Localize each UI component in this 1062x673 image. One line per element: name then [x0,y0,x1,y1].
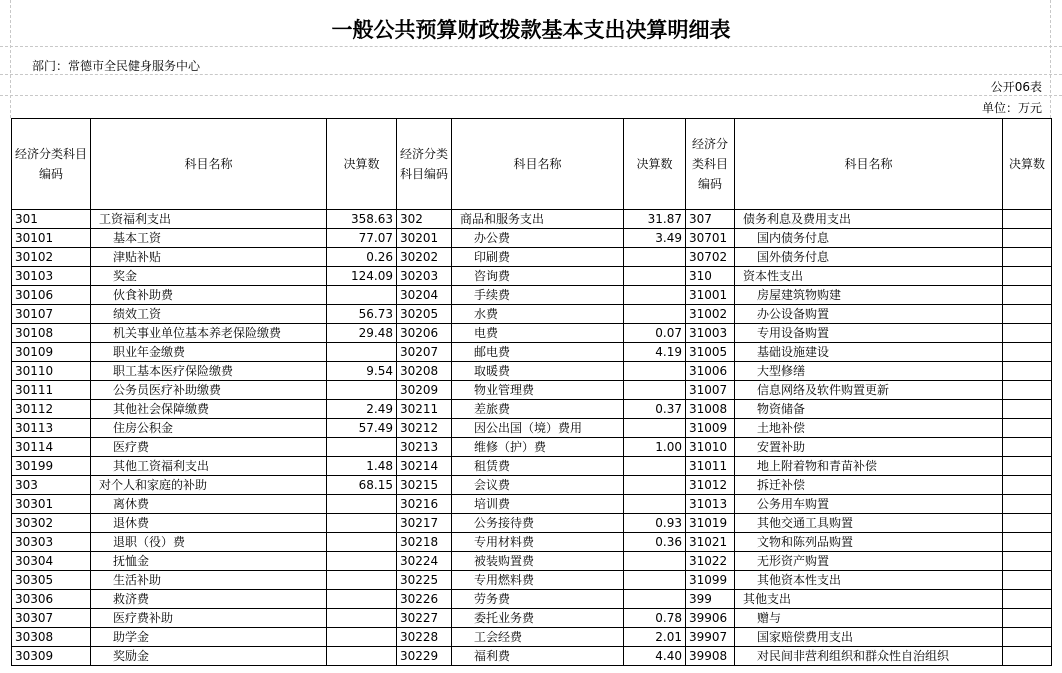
cell-name: 助学金 [91,628,327,647]
cell-name: 办公设备购置 [735,305,1003,324]
cell-name: 赠与 [735,609,1003,628]
cell-amount [1003,571,1052,590]
cell-code: 30109 [12,343,91,362]
cell-name: 退职（役）费 [91,533,327,552]
cell-amount [1003,381,1052,400]
cell-code: 30204 [397,286,452,305]
cell-name: 生活补助 [91,571,327,590]
cell-amount: 0.93 [624,514,686,533]
cell-code: 30211 [397,400,452,419]
cell-name: 奖励金 [91,647,327,666]
cell-amount: 1.00 [624,438,686,457]
cell-name: 离休费 [91,495,327,514]
cell-name: 伙食补助费 [91,286,327,305]
cell-code: 310 [686,267,735,286]
cell-name: 基本工资 [91,229,327,248]
cell-code: 31005 [686,343,735,362]
cell-name: 电费 [452,324,624,343]
cell-name: 奖金 [91,267,327,286]
cell-name: 资本性支出 [735,267,1003,286]
cell-code: 30301 [12,495,91,514]
table-row [12,229,1052,248]
cell-amount: 4.40 [624,647,686,666]
cell-name: 安置补助 [735,438,1003,457]
table-row [12,628,1052,647]
cell-code: 31099 [686,571,735,590]
table-row [12,267,1052,286]
cell-code: 30113 [12,419,91,438]
cell-amount [1003,305,1052,324]
table-row [12,381,1052,400]
cell-amount [1003,590,1052,609]
table-row [12,324,1052,343]
unit-label: 单位：万元 [981,101,1042,115]
cell-code: 30213 [397,438,452,457]
cell-name: 其他交通工具购置 [735,514,1003,533]
cell-amount: 0.78 [624,609,686,628]
cell-code: 30199 [12,457,91,476]
cell-amount [327,286,397,305]
cell-amount [624,248,686,267]
cell-amount: 0.07 [624,324,686,343]
cell-name: 房屋建筑物购建 [735,286,1003,305]
table-row [12,210,1052,229]
table-row [12,305,1052,324]
cell-amount: 1.48 [327,457,397,476]
budget-detail-table [11,118,1052,666]
cell-amount [1003,248,1052,267]
cell-code: 30217 [397,514,452,533]
cell-code: 30225 [397,571,452,590]
cell-amount: 2.49 [327,400,397,419]
cell-name: 其他支出 [735,590,1003,609]
cell-code: 30309 [12,647,91,666]
cell-amount [1003,628,1052,647]
cell-amount [1003,438,1052,457]
cell-name: 咨询费 [452,267,624,286]
cell-code: 30228 [397,628,452,647]
cell-name: 因公出国（境）费用 [452,419,624,438]
cell-amount: 2.01 [624,628,686,647]
cell-code: 30202 [397,248,452,267]
cell-code: 30306 [12,590,91,609]
cell-code: 30216 [397,495,452,514]
cell-amount [624,571,686,590]
cell-amount: 77.07 [327,229,397,248]
cell-name: 文物和陈列品购置 [735,533,1003,552]
cell-code: 30208 [397,362,452,381]
cell-code: 30201 [397,229,452,248]
header-code-3: 经济分类科目编码 [686,119,735,210]
table-row [12,400,1052,419]
cell-name: 专用设备购置 [735,324,1003,343]
cell-amount [327,514,397,533]
cell-amount [327,533,397,552]
cell-amount [624,590,686,609]
cell-name: 工会经费 [452,628,624,647]
table-row [12,590,1052,609]
cell-name: 委托业务费 [452,609,624,628]
cell-name: 培训费 [452,495,624,514]
cell-amount: 0.37 [624,400,686,419]
cell-amount [1003,609,1052,628]
header-code-2: 经济分类科目编码 [397,119,452,210]
cell-amount: 124.09 [327,267,397,286]
cell-code: 31003 [686,324,735,343]
cell-name: 职工基本医疗保险缴费 [91,362,327,381]
cell-name: 退休费 [91,514,327,533]
cell-amount [327,647,397,666]
cell-name: 债务利息及费用支出 [735,210,1003,229]
cell-name: 取暖费 [452,362,624,381]
cell-name: 租赁费 [452,457,624,476]
header-code-1: 经济分类科目编码 [12,119,91,210]
cell-name: 公务用车购置 [735,495,1003,514]
table-body [12,210,1052,666]
sheet-gridline [0,74,1062,75]
cell-name: 机关事业单位基本养老保险缴费 [91,324,327,343]
cell-code: 30226 [397,590,452,609]
cell-amount: 31.87 [624,210,686,229]
cell-amount [1003,343,1052,362]
cell-code: 31001 [686,286,735,305]
table-row [12,286,1052,305]
cell-name: 物业管理费 [452,381,624,400]
cell-name: 基础设施建设 [735,343,1003,362]
cell-code: 30110 [12,362,91,381]
cell-amount [624,305,686,324]
cell-code: 31006 [686,362,735,381]
cell-amount [1003,552,1052,571]
cell-name: 邮电费 [452,343,624,362]
cell-name: 差旅费 [452,400,624,419]
table-row [12,248,1052,267]
cell-code: 301 [12,210,91,229]
cell-code: 30206 [397,324,452,343]
cell-code: 30307 [12,609,91,628]
cell-name: 医疗费补助 [91,609,327,628]
cell-amount [327,438,397,457]
cell-amount [327,495,397,514]
cell-name: 对个人和家庭的补助 [91,476,327,495]
table-row [12,533,1052,552]
cell-code: 31019 [686,514,735,533]
cell-amount [624,476,686,495]
header-name-1: 科目名称 [91,119,327,210]
cell-name: 手续费 [452,286,624,305]
table-row [12,438,1052,457]
cell-code: 30702 [686,248,735,267]
table-row [12,343,1052,362]
cell-name: 无形资产购置 [735,552,1003,571]
cell-code: 30303 [12,533,91,552]
cell-code: 31008 [686,400,735,419]
cell-amount [624,267,686,286]
cell-amount [327,609,397,628]
cell-amount [327,381,397,400]
cell-name: 土地补偿 [735,419,1003,438]
cell-code: 30308 [12,628,91,647]
cell-amount [1003,286,1052,305]
cell-amount [327,628,397,647]
cell-name: 绩效工资 [91,305,327,324]
cell-name: 职业年金缴费 [91,343,327,362]
table-row [12,419,1052,438]
cell-code: 30102 [12,248,91,267]
sheet-gridline [0,95,1062,96]
cell-code: 302 [397,210,452,229]
cell-amount [624,419,686,438]
cell-amount [1003,457,1052,476]
cell-amount: 358.63 [327,210,397,229]
cell-amount: 3.49 [624,229,686,248]
cell-amount [1003,476,1052,495]
cell-name: 公务员医疗补助缴费 [91,381,327,400]
cell-code: 31021 [686,533,735,552]
cell-name: 国家赔偿费用支出 [735,628,1003,647]
cell-code: 30305 [12,571,91,590]
cell-name: 大型修缮 [735,362,1003,381]
cell-name: 维修（护）费 [452,438,624,457]
table-header-row [12,119,1052,210]
table-row [12,362,1052,381]
cell-amount [1003,419,1052,438]
cell-code: 30209 [397,381,452,400]
cell-code: 30218 [397,533,452,552]
table-row [12,476,1052,495]
cell-amount [327,343,397,362]
cell-code: 39906 [686,609,735,628]
cell-code: 31010 [686,438,735,457]
cell-name: 专用燃料费 [452,571,624,590]
cell-code: 30205 [397,305,452,324]
cell-name: 国外债务付息 [735,248,1003,267]
cell-code: 31022 [686,552,735,571]
cell-name: 公务接待费 [452,514,624,533]
cell-amount [327,571,397,590]
table-row [12,514,1052,533]
table-row [12,495,1052,514]
cell-code: 31013 [686,495,735,514]
cell-name: 拆迁补偿 [735,476,1003,495]
cell-name: 对民间非营利组织和群众性自治组织 [735,647,1003,666]
page-title: 一般公共预算财政拨款基本支出决算明细表 [331,17,731,42]
cell-amount: 4.19 [624,343,686,362]
cell-code: 30112 [12,400,91,419]
cell-amount [1003,229,1052,248]
cell-code: 30207 [397,343,452,362]
cell-name: 物资储备 [735,400,1003,419]
cell-name: 其他社会保障缴费 [91,400,327,419]
header-amount-1: 决算数 [327,119,397,210]
cell-amount: 57.49 [327,419,397,438]
table-row [12,457,1052,476]
cell-code: 30229 [397,647,452,666]
cell-code: 30101 [12,229,91,248]
cell-name: 商品和服务支出 [452,210,624,229]
cell-code: 30107 [12,305,91,324]
cell-code: 31011 [686,457,735,476]
cell-code: 30215 [397,476,452,495]
cell-code: 30103 [12,267,91,286]
cell-code: 31002 [686,305,735,324]
cell-name: 救济费 [91,590,327,609]
cell-code: 399 [686,590,735,609]
cell-name: 印刷费 [452,248,624,267]
cell-amount: 9.54 [327,362,397,381]
cell-name: 其他工资福利支出 [91,457,327,476]
cell-name: 劳务费 [452,590,624,609]
cell-code: 307 [686,210,735,229]
table-row [12,552,1052,571]
cell-code: 30214 [397,457,452,476]
cell-code: 303 [12,476,91,495]
cell-code: 30203 [397,267,452,286]
cell-name: 信息网络及软件购置更新 [735,381,1003,400]
cell-name: 医疗费 [91,438,327,457]
cell-amount: 68.15 [327,476,397,495]
cell-name: 被装购置费 [452,552,624,571]
cell-code: 30701 [686,229,735,248]
cell-amount [1003,533,1052,552]
table-row [12,609,1052,628]
cell-amount: 29.48 [327,324,397,343]
header-name-2: 科目名称 [452,119,624,210]
cell-name: 住房公积金 [91,419,327,438]
header-amount-2: 决算数 [624,119,686,210]
cell-amount: 0.26 [327,248,397,267]
cell-name: 水费 [452,305,624,324]
cell-name: 会议费 [452,476,624,495]
cell-code: 39908 [686,647,735,666]
cell-amount [1003,210,1052,229]
table-row [12,647,1052,666]
cell-amount: 56.73 [327,305,397,324]
cell-amount: 0.36 [624,533,686,552]
cell-code: 30227 [397,609,452,628]
table-row [12,571,1052,590]
cell-name: 抚恤金 [91,552,327,571]
cell-amount [1003,495,1052,514]
cell-amount [624,552,686,571]
cell-amount [624,495,686,514]
cell-code: 30114 [12,438,91,457]
cell-name: 地上附着物和青苗补偿 [735,457,1003,476]
cell-name: 津贴补贴 [91,248,327,267]
cell-code: 30302 [12,514,91,533]
cell-code: 30224 [397,552,452,571]
cell-code: 30111 [12,381,91,400]
cell-amount [327,590,397,609]
cell-amount [1003,267,1052,286]
cell-name: 专用材料费 [452,533,624,552]
cell-code: 31012 [686,476,735,495]
cell-name: 办公费 [452,229,624,248]
header-name-3: 科目名称 [735,119,1003,210]
cell-amount [327,552,397,571]
cell-amount [624,381,686,400]
cell-code: 31007 [686,381,735,400]
cell-amount [1003,514,1052,533]
cell-code: 31009 [686,419,735,438]
sheet-gridline [0,46,1062,47]
cell-code: 39907 [686,628,735,647]
table-code-label: 公开06表 [990,80,1042,94]
cell-amount [1003,324,1052,343]
cell-amount [1003,362,1052,381]
cell-amount [1003,647,1052,666]
cell-code: 30304 [12,552,91,571]
cell-amount [624,457,686,476]
cell-code: 30108 [12,324,91,343]
cell-name: 福利费 [452,647,624,666]
department-label: 部门：常德市全民健身服务中心 [32,59,201,73]
cell-code: 30212 [397,419,452,438]
cell-name: 国内债务付息 [735,229,1003,248]
cell-code: 30106 [12,286,91,305]
cell-amount [624,286,686,305]
cell-amount [1003,400,1052,419]
header-amount-3: 决算数 [1003,119,1052,210]
cell-amount [624,362,686,381]
cell-name: 其他资本性支出 [735,571,1003,590]
cell-name: 工资福利支出 [91,210,327,229]
